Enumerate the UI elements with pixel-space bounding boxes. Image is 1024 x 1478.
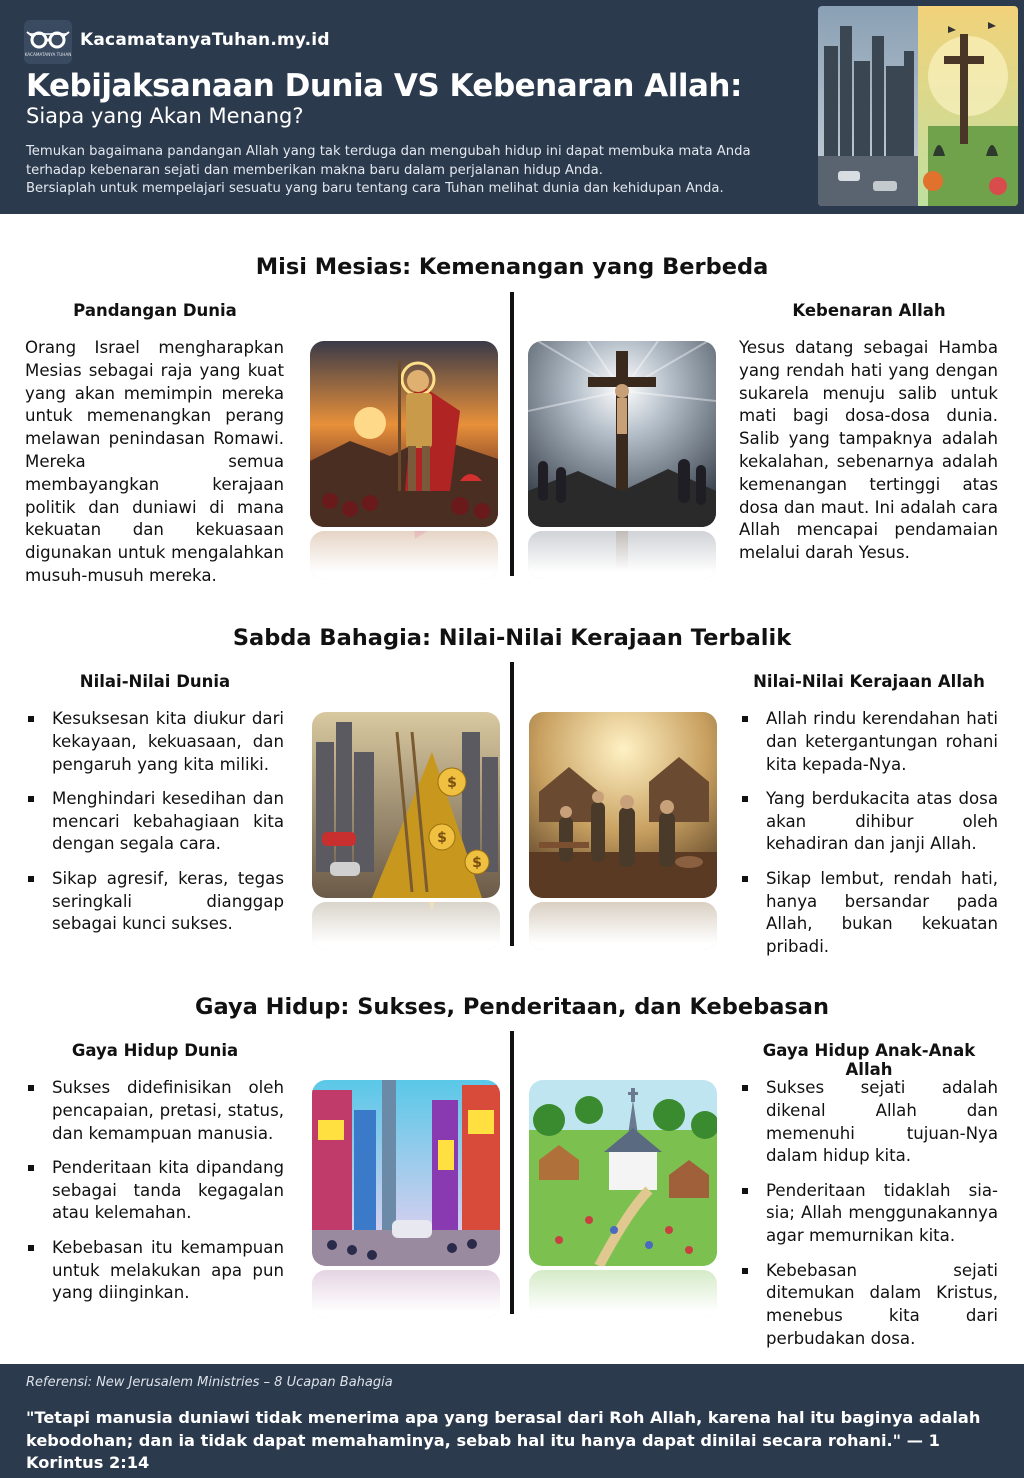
list-item xyxy=(25,868,284,936)
list-item-text: Allah rindu kerendahan hati dan ketergantungan rohani kita kepada-Nya. xyxy=(766,709,998,774)
section-title-sabda-bahagia: Sabda Bahagia: Nilai-Nilai Kerajaan Terbalik xyxy=(232,625,792,651)
bullet-icon xyxy=(742,1085,748,1091)
reference-text: Referensi: New Jerusalem Ministries – 8 Ucapan Bahagia xyxy=(26,1375,393,1390)
logo-text: KACAMATANYA TUHAN xyxy=(24,52,72,57)
world-values-list xyxy=(25,708,284,948)
bible-quote: "Tetapi manusia duniawi tidak menerima apa yang berasal dari Roh Allah, karena hal itu baginya adalah kebodohan; dan ia tidak dapat memahaminya, sebab hal itu hanya dapat dinilai secara rohani." — 1 Korintus 2:14 xyxy=(26,1408,981,1472)
list-item-text: Penderitaan kita dipandang sebagai tanda kegagalan atau kelemahan. xyxy=(52,1157,284,1223)
heading-nilai-kerajaan-allah: Nilai-Nilai Kerajaan Allah xyxy=(753,672,985,691)
heading-kebenaran-allah: Kebenaran Allah xyxy=(792,301,946,320)
site-name[interactable]: KacamatanyaTuhan.my.id xyxy=(80,30,330,50)
list-item xyxy=(739,788,998,856)
list-item-text: Kebebasan sejati ditemukan dalam Kristus, menebus kita dari perbudakan dosa. xyxy=(766,1260,998,1348)
money-tower-image xyxy=(312,712,500,950)
bullet-icon xyxy=(28,1165,34,1171)
intro-text xyxy=(26,143,796,199)
heading-pandangan-dunia: Pandangan Dunia xyxy=(73,301,237,320)
world-lifestyle-list xyxy=(25,1077,284,1317)
list-item xyxy=(739,1260,998,1351)
list-item-text: Sikap lembut, rendah hati, hanya bersandar pada Allah, bukan kekuatan pribadi. xyxy=(766,868,998,957)
bullet-icon xyxy=(28,796,34,802)
humble-village-image xyxy=(529,712,717,950)
list-item-text: Penderitaan tidaklah sia-sia; Allah menggunakannya agar memurnikan kita. xyxy=(766,1180,998,1246)
intro-line: Bersiaplah untuk mempelajari sesuatu yang baru tentang cara Tuhan melihat dunia dan kehidupan Anda. xyxy=(26,181,724,196)
section-divider xyxy=(510,292,514,576)
god-truth-text: Yesus datang sebagai Hamba yang rendah hati yang dengan sukarela menuju salib untuk mati bagi dosa-dosa dunia. Salib yang tampaknya adalah kekalahan, sebenarnya adalah kemenangan tertinggi atas dosa dan maut. Ini adalah cara Allah mencapai pendamaian melalui darah Yesus. xyxy=(739,338,998,563)
bullet-icon xyxy=(28,716,34,722)
list-item-text: Kebebasan itu kemampuan untuk melakukan apa pun yang diinginkan. xyxy=(52,1237,284,1303)
list-item xyxy=(25,1077,284,1145)
bullet-icon xyxy=(742,1268,748,1274)
list-item-text: Sikap agresif, keras, tegas seringkali dianggap sebagai kunci sukses. xyxy=(52,868,284,934)
bullet-icon xyxy=(28,876,34,882)
kingdom-values-list xyxy=(739,708,998,970)
hero-image xyxy=(818,6,1018,206)
bullet-icon xyxy=(28,1085,34,1091)
section-divider xyxy=(510,662,514,946)
bullet-icon xyxy=(742,796,748,802)
section-title-gaya-hidup: Gaya Hidup: Sukses, Penderitaan, dan Kebebasan xyxy=(194,994,829,1020)
busy-city-image xyxy=(312,1080,500,1318)
list-item-text: Sukses sejati adalah dikenal Allah dan memenuhi tujuan-Nya dalam hidup kita. xyxy=(766,1078,998,1166)
list-item xyxy=(25,1237,284,1305)
bullet-icon xyxy=(742,1188,748,1194)
section-divider xyxy=(510,1031,514,1314)
warrior-king-image xyxy=(310,341,498,579)
list-item xyxy=(739,1077,998,1168)
list-item-text: Kesuksesan kita diukur dari kekayaan, kekuasaan, dan pengaruh yang kita miliki. xyxy=(52,709,284,774)
list-item xyxy=(739,708,998,776)
list-item-text: Yang berdukacita atas dosa akan dihibur oleh kehadiran dan janji Allah. xyxy=(766,788,998,854)
list-item-text: Menghindari kesedihan dan mencari kebahagiaan kita dengan segala cara. xyxy=(52,788,284,854)
world-view-text: Orang Israel mengharapkan Mesias sebagai raja yang kuat yang akan memimpin mereka untuk memenangkan perang melawan penindasan Romawi. Mereka semua membayangkan kerajaan politik dan duniawi di mana kekuatan dan kekuasaan digunakan untuk mengalahkan musuh-musuh mereka. xyxy=(25,338,284,585)
list-item xyxy=(739,1180,998,1248)
intro-line: Temukan bagaimana pandangan Allah yang tak terduga dan mengubah hidup ini dapat membuka mata Anda xyxy=(26,144,751,159)
intro-line: terhadap kebenaran sejati dan memberikan makna baru dalam perjalanan hidup Anda. xyxy=(26,162,603,178)
section-title-misi-mesias: Misi Mesias: Kemenangan yang Berbeda xyxy=(255,254,769,280)
svg-text:$: $ xyxy=(437,830,447,846)
page-title: Kebijaksanaan Dunia VS Kebenaran Allah: xyxy=(26,68,742,104)
children-of-god-lifestyle-list xyxy=(739,1077,998,1362)
page-subtitle: Siapa yang Akan Menang? xyxy=(26,104,304,128)
list-item xyxy=(25,788,284,856)
glasses-logo-icon[interactable] xyxy=(24,20,72,64)
list-item xyxy=(25,708,284,776)
bullet-icon xyxy=(742,876,748,882)
heading-nilai-dunia: Nilai-Nilai Dunia xyxy=(79,672,231,691)
bullet-icon xyxy=(28,1245,34,1251)
list-item xyxy=(739,868,998,959)
crucifixion-image xyxy=(528,341,716,579)
svg-text:$: $ xyxy=(447,775,457,791)
svg-text:$: $ xyxy=(472,855,482,871)
header-banner xyxy=(0,0,1024,214)
heading-gaya-hidup-dunia: Gaya Hidup Dunia xyxy=(71,1041,239,1060)
list-item-text: Sukses didefinisikan oleh pencapaian, pretasi, status, dan kemampuan manusia. xyxy=(52,1078,284,1143)
footer-banner xyxy=(0,1364,1024,1478)
heading-gaya-hidup-anak-allah: Gaya Hidup Anak-Anak Allah xyxy=(762,1041,976,1079)
list-item xyxy=(25,1157,284,1225)
church-village-image xyxy=(529,1080,717,1318)
bullet-icon xyxy=(742,716,748,722)
